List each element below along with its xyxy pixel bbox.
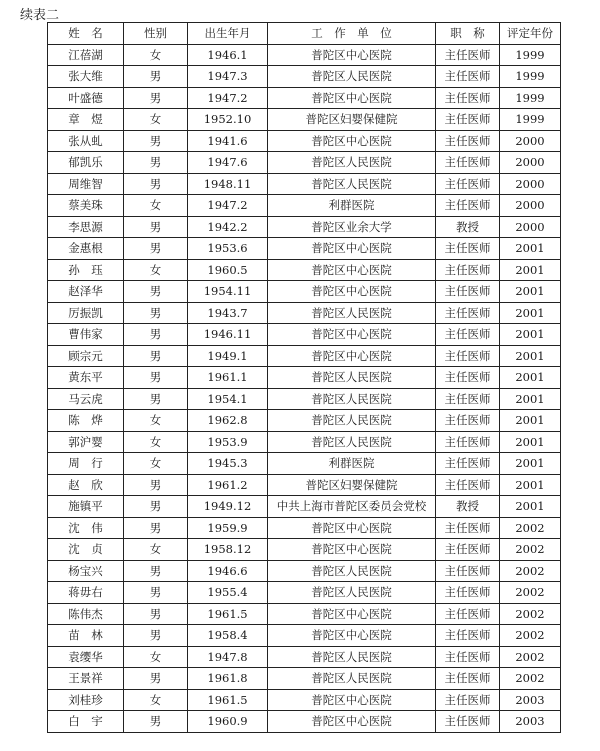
header-year: 评定年份 (500, 23, 561, 45)
cell-name: 叶盛德 (48, 87, 124, 109)
cell-birth: 1946.6 (188, 560, 268, 582)
cell-birth: 1941.6 (188, 130, 268, 152)
table-row (48, 44, 561, 66)
cell-name: 刘桂珍 (48, 689, 124, 711)
cell-gender: 男 (124, 474, 188, 496)
cell-title: 主任医师 (436, 689, 500, 711)
table-row (48, 195, 561, 217)
table-row (48, 345, 561, 367)
cell-birth: 1952.10 (188, 109, 268, 131)
cell-gender: 女 (124, 109, 188, 131)
cell-title: 主任医师 (436, 668, 500, 690)
cell-year: 2000 (500, 195, 561, 217)
cell-title: 主任医师 (436, 345, 500, 367)
table-row (48, 603, 561, 625)
cell-birth: 1947.6 (188, 152, 268, 174)
cell-birth: 1961.5 (188, 603, 268, 625)
cell-year: 2001 (500, 345, 561, 367)
cell-title: 主任医师 (436, 474, 500, 496)
cell-name: 蔡美珠 (48, 195, 124, 217)
cell-gender: 男 (124, 496, 188, 518)
cell-workplace: 普陀区中心医院 (268, 87, 436, 109)
cell-title: 教授 (436, 496, 500, 518)
cell-year: 2001 (500, 238, 561, 260)
cell-workplace: 普陀区中心医院 (268, 130, 436, 152)
cell-gender: 女 (124, 689, 188, 711)
cell-name: 章 煜 (48, 109, 124, 131)
cell-title: 主任医师 (436, 410, 500, 432)
cell-name: 顾宗元 (48, 345, 124, 367)
cell-birth: 1947.2 (188, 87, 268, 109)
cell-workplace: 普陀区中心医院 (268, 539, 436, 561)
cell-workplace: 普陀区人民医院 (268, 431, 436, 453)
cell-gender: 男 (124, 87, 188, 109)
cell-birth: 1948.11 (188, 173, 268, 195)
cell-title: 主任医师 (436, 195, 500, 217)
table-row (48, 388, 561, 410)
cell-workplace: 利群医院 (268, 453, 436, 475)
cell-title: 主任医师 (436, 560, 500, 582)
cell-birth: 1961.2 (188, 474, 268, 496)
cell-birth: 1958.12 (188, 539, 268, 561)
table-row (48, 646, 561, 668)
cell-year: 1999 (500, 44, 561, 66)
cell-name: 曹伟家 (48, 324, 124, 346)
cell-title: 主任医师 (436, 173, 500, 195)
cell-title: 主任医师 (436, 281, 500, 303)
cell-year: 2001 (500, 302, 561, 324)
cell-birth: 1961.5 (188, 689, 268, 711)
cell-gender: 男 (124, 517, 188, 539)
cell-year: 2000 (500, 152, 561, 174)
cell-year: 1999 (500, 66, 561, 88)
cell-title: 教授 (436, 216, 500, 238)
cell-year: 2003 (500, 711, 561, 733)
cell-workplace: 普陀区中心医院 (268, 689, 436, 711)
cell-birth: 1961.1 (188, 367, 268, 389)
cell-title: 主任医师 (436, 109, 500, 131)
cell-title: 主任医师 (436, 302, 500, 324)
cell-gender: 男 (124, 388, 188, 410)
cell-workplace: 普陀区人民医院 (268, 668, 436, 690)
header-name: 姓 名 (48, 23, 124, 45)
cell-title: 主任医师 (436, 87, 500, 109)
cell-birth: 1953.6 (188, 238, 268, 260)
table-row (48, 109, 561, 131)
cell-gender: 女 (124, 431, 188, 453)
cell-name: 黄东平 (48, 367, 124, 389)
table-row (48, 173, 561, 195)
cell-name: 金惠根 (48, 238, 124, 260)
cell-birth: 1955.4 (188, 582, 268, 604)
cell-workplace: 普陀区中心医院 (268, 259, 436, 281)
cell-title: 主任医师 (436, 517, 500, 539)
cell-year: 2001 (500, 367, 561, 389)
cell-gender: 男 (124, 152, 188, 174)
cell-birth: 1949.12 (188, 496, 268, 518)
table-row (48, 625, 561, 647)
table-row (48, 496, 561, 518)
cell-birth: 1960.9 (188, 711, 268, 733)
cell-year: 2000 (500, 173, 561, 195)
cell-title: 主任医师 (436, 603, 500, 625)
table-row (48, 216, 561, 238)
cell-title: 主任医师 (436, 367, 500, 389)
cell-birth: 1960.5 (188, 259, 268, 281)
cell-birth: 1949.1 (188, 345, 268, 367)
cell-title: 主任医师 (436, 388, 500, 410)
cell-year: 2003 (500, 689, 561, 711)
cell-gender: 男 (124, 130, 188, 152)
cell-year: 2002 (500, 625, 561, 647)
cell-workplace: 普陀区中心医院 (268, 711, 436, 733)
table-row (48, 711, 561, 733)
cell-workplace: 普陀区人民医院 (268, 66, 436, 88)
cell-title: 主任医师 (436, 539, 500, 561)
cell-workplace: 普陀区妇婴保健院 (268, 109, 436, 131)
cell-gender: 男 (124, 324, 188, 346)
cell-workplace: 普陀区业余大学 (268, 216, 436, 238)
table-row (48, 668, 561, 690)
table-row (48, 410, 561, 432)
cell-workplace: 普陀区中心医院 (268, 603, 436, 625)
header-row (48, 23, 561, 45)
cell-gender: 男 (124, 302, 188, 324)
cell-name: 赵泽华 (48, 281, 124, 303)
table-row (48, 539, 561, 561)
header-birth: 出生年月 (188, 23, 268, 45)
table-row (48, 431, 561, 453)
cell-birth: 1947.2 (188, 195, 268, 217)
cell-workplace: 普陀区人民医院 (268, 173, 436, 195)
cell-birth: 1953.9 (188, 431, 268, 453)
cell-workplace: 普陀区中心医院 (268, 238, 436, 260)
table-row (48, 259, 561, 281)
header-workplace: 工 作 单 位 (268, 23, 436, 45)
cell-title: 主任医师 (436, 646, 500, 668)
cell-name: 周 行 (48, 453, 124, 475)
cell-title: 主任医师 (436, 66, 500, 88)
cell-year: 2000 (500, 130, 561, 152)
cell-year: 2000 (500, 216, 561, 238)
cell-year: 1999 (500, 109, 561, 131)
cell-birth: 1946.11 (188, 324, 268, 346)
cell-title: 主任医师 (436, 152, 500, 174)
cell-gender: 男 (124, 238, 188, 260)
cell-workplace: 普陀区人民医院 (268, 560, 436, 582)
cell-birth: 1954.1 (188, 388, 268, 410)
cell-year: 2001 (500, 388, 561, 410)
cell-name: 沈 贞 (48, 539, 124, 561)
cell-workplace: 普陀区人民医院 (268, 367, 436, 389)
cell-workplace: 普陀区妇婴保健院 (268, 474, 436, 496)
cell-name: 周维智 (48, 173, 124, 195)
cell-gender: 男 (124, 560, 188, 582)
cell-name: 施镇平 (48, 496, 124, 518)
cell-year: 2002 (500, 539, 561, 561)
cell-year: 2001 (500, 474, 561, 496)
cell-year: 2001 (500, 431, 561, 453)
cell-name: 沈 伟 (48, 517, 124, 539)
cell-workplace: 普陀区中心医院 (268, 345, 436, 367)
table-row (48, 453, 561, 475)
table-row (48, 367, 561, 389)
cell-name: 江蓓湖 (48, 44, 124, 66)
cell-workplace: 利群医院 (268, 195, 436, 217)
cell-birth: 1946.1 (188, 44, 268, 66)
cell-gender: 男 (124, 367, 188, 389)
cell-year: 2001 (500, 259, 561, 281)
cell-workplace: 普陀区人民医院 (268, 302, 436, 324)
cell-name: 袁缨华 (48, 646, 124, 668)
table-row (48, 474, 561, 496)
table-row (48, 238, 561, 260)
cell-name: 李思源 (48, 216, 124, 238)
cell-gender: 男 (124, 345, 188, 367)
cell-birth: 1959.9 (188, 517, 268, 539)
cell-workplace: 普陀区中心医院 (268, 517, 436, 539)
table-row (48, 324, 561, 346)
table-body (48, 44, 561, 732)
header-gender: 性别 (124, 23, 188, 45)
header-title: 职 称 (436, 23, 500, 45)
cell-name: 马云虎 (48, 388, 124, 410)
table-row (48, 560, 561, 582)
cell-year: 2001 (500, 324, 561, 346)
cell-name: 白 宇 (48, 711, 124, 733)
cell-year: 2001 (500, 453, 561, 475)
cell-gender: 男 (124, 66, 188, 88)
cell-year: 2002 (500, 560, 561, 582)
cell-gender: 男 (124, 603, 188, 625)
table-row (48, 152, 561, 174)
cell-name: 陈伟杰 (48, 603, 124, 625)
cell-gender: 女 (124, 410, 188, 432)
cell-name: 王景祥 (48, 668, 124, 690)
cell-birth: 1954.11 (188, 281, 268, 303)
cell-year: 1999 (500, 87, 561, 109)
cell-birth: 1947.3 (188, 66, 268, 88)
cell-workplace: 普陀区人民医院 (268, 582, 436, 604)
cell-gender: 男 (124, 173, 188, 195)
cell-gender: 女 (124, 539, 188, 561)
cell-birth: 1943.7 (188, 302, 268, 324)
cell-workplace: 普陀区中心医院 (268, 281, 436, 303)
cell-title: 主任医师 (436, 130, 500, 152)
cell-name: 孙 珏 (48, 259, 124, 281)
cell-title: 主任医师 (436, 238, 500, 260)
cell-year: 2001 (500, 410, 561, 432)
cell-gender: 女 (124, 259, 188, 281)
cell-birth: 1942.2 (188, 216, 268, 238)
cell-name: 郭沪婴 (48, 431, 124, 453)
cell-year: 2002 (500, 603, 561, 625)
cell-name: 赵 欣 (48, 474, 124, 496)
table-row (48, 130, 561, 152)
cell-workplace: 普陀区人民医院 (268, 388, 436, 410)
cell-title: 主任医师 (436, 711, 500, 733)
cell-title: 主任医师 (436, 582, 500, 604)
cell-gender: 男 (124, 216, 188, 238)
cell-year: 2002 (500, 517, 561, 539)
cell-workplace: 中共上海市普陀区委员会党校 (268, 496, 436, 518)
cell-workplace: 普陀区中心医院 (268, 625, 436, 647)
cell-workplace: 普陀区中心医院 (268, 324, 436, 346)
cell-workplace: 普陀区中心医院 (268, 44, 436, 66)
cell-workplace: 普陀区人民医院 (268, 152, 436, 174)
cell-birth: 1962.8 (188, 410, 268, 432)
cell-birth: 1961.8 (188, 668, 268, 690)
cell-workplace: 普陀区人民医院 (268, 646, 436, 668)
cell-year: 2002 (500, 668, 561, 690)
table-row (48, 66, 561, 88)
cell-title: 主任医师 (436, 625, 500, 647)
table-row (48, 302, 561, 324)
cell-gender: 女 (124, 453, 188, 475)
cell-name: 蒋毋右 (48, 582, 124, 604)
cell-workplace: 普陀区人民医院 (268, 410, 436, 432)
cell-gender: 女 (124, 44, 188, 66)
cell-gender: 男 (124, 281, 188, 303)
cell-title: 主任医师 (436, 431, 500, 453)
cell-gender: 男 (124, 668, 188, 690)
cell-title: 主任医师 (436, 453, 500, 475)
cell-birth: 1947.8 (188, 646, 268, 668)
cell-year: 2002 (500, 646, 561, 668)
cell-name: 厉振凯 (48, 302, 124, 324)
cell-title: 主任医师 (436, 44, 500, 66)
cell-gender: 男 (124, 582, 188, 604)
cell-title: 主任医师 (436, 324, 500, 346)
table-row (48, 517, 561, 539)
cell-birth: 1958.4 (188, 625, 268, 647)
cell-year: 2002 (500, 582, 561, 604)
cell-gender: 女 (124, 195, 188, 217)
cell-gender: 女 (124, 646, 188, 668)
table-row (48, 582, 561, 604)
cell-birth: 1945.3 (188, 453, 268, 475)
cell-name: 陈 烨 (48, 410, 124, 432)
cell-year: 2001 (500, 281, 561, 303)
cell-gender: 男 (124, 625, 188, 647)
cell-year: 2001 (500, 496, 561, 518)
cell-name: 张从虬 (48, 130, 124, 152)
physician-title-table (47, 22, 561, 733)
cell-name: 杨宝兴 (48, 560, 124, 582)
cell-title: 主任医师 (436, 259, 500, 281)
table-row (48, 281, 561, 303)
cell-gender: 男 (124, 711, 188, 733)
cell-name: 郁凯乐 (48, 152, 124, 174)
table-row (48, 689, 561, 711)
table-row (48, 87, 561, 109)
cell-name: 张大维 (48, 66, 124, 88)
table-caption: 续表二 (20, 8, 60, 23)
cell-name: 苗 林 (48, 625, 124, 647)
